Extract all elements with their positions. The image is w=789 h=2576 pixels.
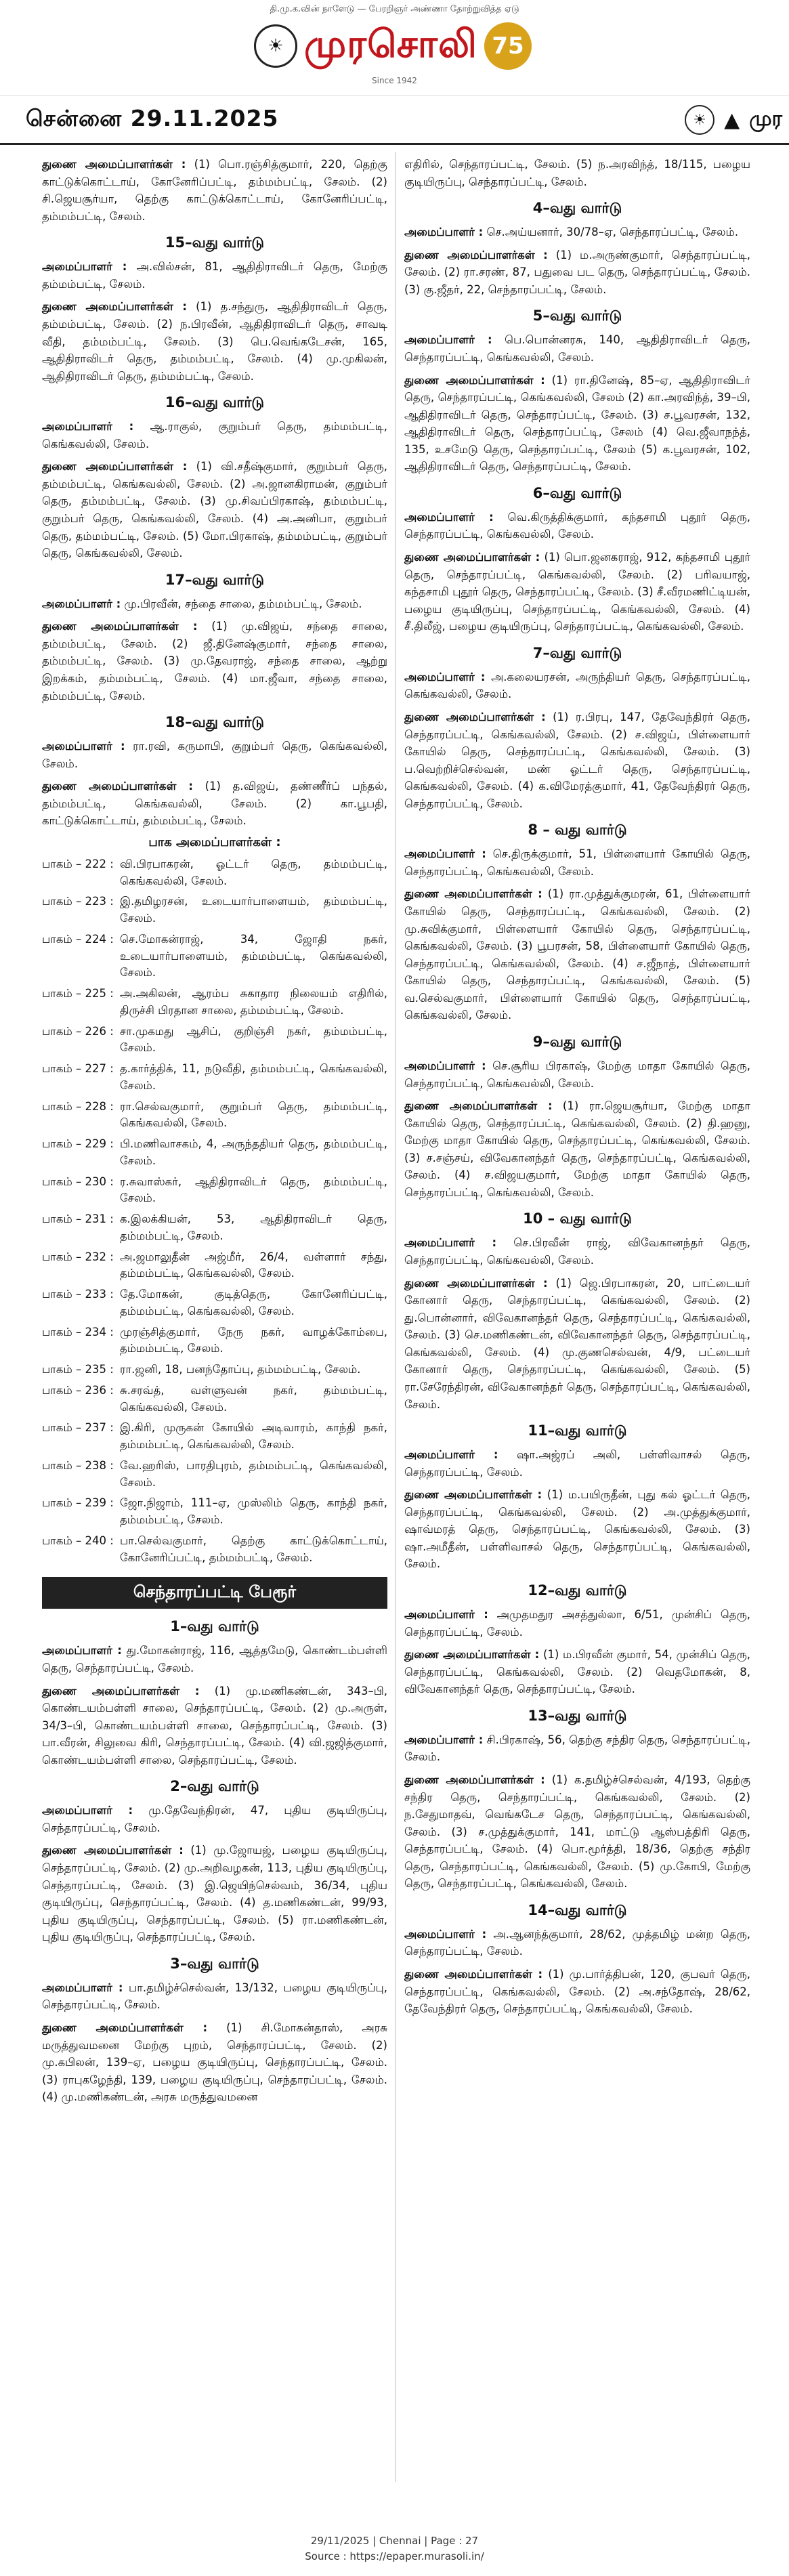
entry-label: அமைப்பாளர் : [404, 333, 492, 347]
entry-paragraph [42, 298, 387, 385]
newspaper-logo [251, 15, 535, 77]
ward-heading: 2–வது வார்டு [170, 1778, 259, 1795]
entry-text: (1) மு.பார்த்திபன், 120, குபவர் தெரு, செந்தாரப்பட்டி, கெங்கவல்லி, சேலம். (2) அ.சந்தோஷ், 28/62, தேவேந்திரர் தெரு, செந்தாரப்பட்டி, கெங்கவல்லி, சேலம். [404, 1968, 750, 2016]
part-row [42, 1533, 387, 1567]
ward-heading: 1–வது வார்டு [170, 1618, 259, 1635]
entry-text: அ.கலையரசன், அருந்தியர் தெரு, செந்தாரப்பட்டி, கெங்கவல்லி, சேலம். [404, 670, 750, 701]
part-number: பாகம் – 223 : [42, 895, 114, 908]
part-row [42, 1023, 387, 1057]
entry-label: அமைப்பாளர் : [42, 1644, 122, 1657]
cut-masthead-text: முர [749, 106, 782, 131]
entry-label: துணை அமைப்பாளர்கள் : [404, 551, 540, 564]
entry-text: மு.பிரவீன், சந்தை சாலை, தம்மம்பட்டி, சேலம். [121, 597, 362, 610]
entry-text: ஆ.ராகுல், குறும்பர் தெரு, தம்மம்பட்டி, கெங்கவல்லி, சேலம். [42, 420, 387, 450]
ward-heading: 13–வது வார்டு [528, 1707, 627, 1724]
part-number: பாகம் – 226 : [42, 1024, 114, 1038]
part-details: ரா.செல்வகுமார், குறும்பர் தெரு, தம்மம்பட்டி, கெங்கவல்லி, சேலம். [120, 1099, 387, 1130]
part-number: பாகம் – 235 : [42, 1363, 114, 1376]
entry-label: துணை அமைப்பாளர்கள் : [42, 1684, 200, 1697]
entry-paragraph [42, 1979, 387, 2014]
entry-text: (1) மு.மணிகண்டன், 343–பி, கொண்டயம்பள்ளி சாலை, செந்தாரப்பட்டி, சேலம். (2) மு.அருள், 34/3–பி, கொண்டயம்பள்ளி சாலை, செந்தாரப்பட்டி, சேலம். (3) பா.வீரன், சிலுவை கிரி, செந்தாரப்பட்டி, சேலம். (4) வி.ஜஜித்குமார், கொண்டயம்பள்ளி சாலை, செந்தாரப்பட்டி, சேலம். [42, 1684, 387, 1767]
part-row [42, 893, 387, 927]
entry-paragraph [404, 224, 750, 241]
entry-label: துணை அமைப்பாளர்கள் : [42, 1844, 184, 1857]
part-details: சா.முகமது ஆசிப், குறிஞ்சி நகர், தம்மம்பட்டி, சேலம். [120, 1024, 387, 1055]
entry-paragraph [42, 458, 387, 562]
entry-label: துணை அமைப்பாளர்கள் : [404, 1488, 542, 1502]
entry-text: (1) பொ.ரஞ்சித்குமார், 220, தெற்கு காட்டுக்கொட்டாய், கோனேரிப்பட்டி, தம்மம்பட்டி, சேலம். (2) சி.ஜெயசூர்யா, தெற்கு காட்டுக்கொட்டாய், கோனேரிப்பட்டி, தம்மம்பட்டி, சேலம். [42, 158, 387, 223]
entry-label: துணை அமைப்பாளர்கள் : [42, 460, 188, 473]
part-row [42, 1099, 387, 1133]
entry-text: ஷா.அஜ்ரப் அலி, பள்ளிவாசல் தெரு, செந்தாரப்பட்டி, சேலம். [404, 1448, 750, 1479]
entry-text: செ.திருக்குமார், 51, பிள்ளையார் கோயில் தெரு, செந்தாரப்பட்டி, கெங்கவல்லி, சேலம். [404, 847, 750, 878]
entry-label: துணை அமைப்பாளர்கள் : [404, 1773, 545, 1786]
entry-label: அமைப்பாளர் : [404, 1448, 498, 1462]
entry-text: (1) த.விஜய், தண்ணீர்ப் பந்தல், தம்மம்பட்டி, கெங்கவல்லி, சேலம். (2) கா.பூபதி, காட்டுக்கொட்டாய், தம்மம்பட்டி, சேலம். [42, 780, 387, 828]
ward-heading: 4–வது வார்டு [532, 200, 622, 217]
entry-label: அமைப்பாளர் : [42, 1981, 123, 1994]
entry-text: (1) மு.விஜய், சந்தை சாலை, தம்மம்பட்டி, சேலம். (2) ஜீ.தினேஷ்குமார், சந்தை சாலை, தம்மம்பட்டி, சேலம். (3) மு.தேவராஜ், சந்தை சாலை, ஆற்று இறக்கம், தம்மம்பட்டி, சேலம். (4) மா.ஜீவா, சந்தை சாலை, தம்மம்பட்டி, சேலம். [42, 620, 387, 702]
part-details: ஜோ.நிஜாம், 111–ஏ, முஸ்லிம் தெரு, காந்தி நகர், தம்மம்பட்டி, சேலம். [120, 1496, 387, 1527]
entry-paragraph [42, 618, 387, 704]
entry-paragraph [404, 1731, 750, 1766]
entry-paragraph [42, 258, 387, 293]
masthead-strip: தி.மு.க.வின் நாளேடு — பேரறிஞர் அண்ணா தோற்றுவித்த ஏடு [270, 4, 519, 14]
city-date: சென்னை 29.11.2025 [26, 105, 279, 131]
entry-text: (1) ரா.ஜெயசூர்யா, மேற்கு மாதா கோயில் தெரு, செந்தாரப்பட்டி, கெங்கவல்லி, சேலம். (2) தி.ஹனு, மேற்கு மாதா கோயில் தெரு, செந்தாரப்பட்டி, கெங்கவல்லி, சேலம். (3) ச.சஞ்சய், விவேகானந்தர் தெரு, செந்தாரப்பட்டி, கெங்கவல்லி, சேலம். (4) ச.விஜயகுமார், மேற்கு மாதா கோயில் தெரு, செந்தாரப்பட்டி, கெங்கவல்லி, சேலம். [404, 1099, 750, 1199]
entry-label: அமைப்பாளர் : [42, 740, 125, 753]
entry-paragraph [404, 1097, 750, 1201]
entry-text: செ.அய்யனார், 30/78–ஏ, செந்தாரப்பட்டி, சேலம். [483, 226, 739, 239]
entry-text: (1) ரா.தினேஷ், 85–ஏ, ஆதிதிராவிடர் தெரு, செந்தாரப்பட்டி, கெங்கவல்லி, சேலம் (2) கா.அரவிந்த், 39–பி, ஆதிதிராவிடர் தெரு, செந்தாரப்பட்டி, சேலம். (3) ச.பூவரசன், 132, ஆதிதிராவிடர் தெரு, செந்தாரப்பட்டி, சேலம் (4) வெ.ஜீவாநந்த், 135, உசமேடு தெரு, செந்தாரப்பட்டி, சேலம் (5) க.பூவரசன், 102, ஆதிதிராவிடர் தெரு, செந்தாரப்பட்டி, சேலம். [404, 373, 750, 473]
part-row [42, 1361, 387, 1378]
town-banner: செந்தாரப்பட்டி பேரூர் [42, 1577, 387, 1609]
entry-label: அமைப்பாளர் : [404, 226, 484, 239]
part-details: செ.மோகன்ராஜ், 34, ஜோதி நகர், உடையார்பாளையம், தம்மம்பட்டி, கெங்கவல்லி, சேலம். [120, 932, 387, 979]
dateline-icons [685, 105, 782, 135]
entry-label: துணை அமைப்பாளர்கள் : [42, 620, 198, 633]
entry-label: அமைப்பாளர் : [404, 1236, 497, 1250]
entry-text: (1) வி.சதீஷ்குமார், குறும்பர் தெரு, தம்மம்பட்டி, கெங்கவல்லி, சேலம். (2) அ.ஜானகிராமன், குறும்பர் தெரு, தம்மம்பட்டி, சேலம். (3) மு.சிவப்பிரகாஷ், தம்மம்பட்டி, குறும்பர் தெரு, கெங்கவல்லி, சேலம். (4) அ.அனிபா, குறும்பர் தெரு, தம்மம்பட்டி, சேலம். (5) மோ.பிரகாஷ், தம்மம்பட்டி, குறும்பர் தெரு, கெங்கவல்லி, சேலம். [42, 460, 387, 560]
entry-label: துணை அமைப்பாளர்கள் : [404, 1968, 543, 1981]
dateline-bar [0, 96, 789, 145]
entry-label: அமைப்பாளர் : [404, 510, 494, 524]
entry-paragraph [404, 549, 750, 635]
entry-text: எதிரில், செந்தாரப்பட்டி, சேலம். (5) ந.அரவிந்த், 18/115, பழைய குடியிருப்பு, செந்தாரப்பட்டி, சேலம். [404, 158, 750, 188]
entry-label: துணை அமைப்பாளர்கள் : [404, 710, 546, 723]
entry-paragraph [404, 1275, 750, 1414]
entry-text: (1) மு.ஜோயஜ், பழைய குடியிருப்பு, செந்தாரப்பட்டி, சேலம். (2) மு.அறிவழகன், 113, புதிய குடியிருப்பு, செந்தாரப்பட்டி, சேலம். (3) இ.ஜெயிந்செல்வம், 36/34, புதிய குடியிருப்பு, செந்தாரப்பட்டி, சேலம். (4) த.மணிகண்டன், 99/93, புதிய குடியிருப்பு, செந்தாரப்பட்டி, சேலம். (5) ரா.மணிகண்டன், புதிய குடியிருப்பு, செந்தாரப்பட்டி, சேலம். [42, 1844, 387, 1944]
entry-text: (1) ஜெ.பிரபாகரன், 20, பாட்டையர் கோனார் தெரு, செந்தாரப்பட்டி, கெங்கவல்லி, சேலம். (2) து.பொன்னார், விவேகானந்தர் தெரு, செந்தாரப்பட்டி, கெங்கவல்லி, சேலம். (3) செ.மணிகண்டன், விவேகானந்தர் தெரு, செந்தாரப்பட்டி, கெங்கவல்லி, சேலம். (4) மு.குணசெல்வன், 4/9, பட்டையர் கோனார் தெரு, செந்தாரப்பட்டி, கெங்கவல்லி, சேலம். (5) ரா.சேரேந்திரன், விவேகானந்தர் தெரு, செந்தாரப்பட்டி, கெங்கவல்லி, சேலம். [404, 1276, 750, 1411]
entry-text: து.மோகன்ராஜ், 116, ஆத்தமேடு, கொண்டம்பள்ளி தெரு, செந்தாரப்பட்டி, சேலம். [42, 1644, 387, 1674]
entry-label: துணை அமைப்பாளர்கள் : [42, 780, 194, 793]
masthead-subtitle: Since 1942 [372, 76, 417, 85]
entry-paragraph [42, 1642, 387, 1676]
part-details: ர.சுவாஸ்கர், ஆதிதிராவிடர் தெரு, தம்மம்பட்டி, சேலம். [120, 1175, 387, 1205]
part-number: பாகம் – 224 : [42, 932, 114, 946]
ward-heading: 6–வது வார்டு [532, 484, 622, 501]
ward-heading: 11–வது வார்டு [528, 1422, 627, 1439]
part-row [42, 1286, 387, 1320]
sun-circle-icon: ☀ [685, 105, 715, 135]
entry-text: (1) க.தமிழ்ச்செல்வன், 4/193, தெற்கு சந்திர தெரு, செந்தாரப்பட்டி, கெங்கவல்லி, சேலம். (2) ந.சேதுமாதவ், வெங்கடேச தெரு, செந்தாரப்பட்டி, கெங்கவல்லி, சேலம். (3) ச.முத்துக்குமார், 141, மாட்டு ஆஸ்பத்திரி தெரு, செந்தாரப்பட்டி, சேலம். (4) பொ.மூர்த்தி, 18/36, தெற்கு சந்திர தெரு, செந்தாரப்பட்டி, கெங்கவல்லி, சேலம். (5) மு.கோபி, மேற்கு தெரு, செந்தாரப்பட்டி, கெங்கவல்லி, சேலம். [404, 1773, 750, 1891]
section-subheading: பாக அமைப்பாளர்கள் : [148, 835, 281, 849]
part-row [42, 1136, 387, 1170]
part-details: க.இலக்கியன், 53, ஆதிதிராவிடர் தெரு, தம்மம்பட்டி, சேலம். [120, 1212, 387, 1242]
part-number: பாகம் – 230 : [42, 1175, 114, 1188]
entry-paragraph [42, 778, 387, 830]
entry-paragraph [404, 156, 750, 190]
entry-text: (1) ம.அருண்குமார், செந்தாரப்பட்டி, சேலம். (2) ரா.சரண், 87, பதுவை பட தெரு, செந்தாரப்பட்டி, சேலம். (3) கு.ஜீதர், 22, செந்தாரப்பட்டி, சேலம். [404, 248, 750, 296]
ward-heading: 8 – வது வார்டு [528, 822, 627, 839]
part-number: பாகம் – 236 : [42, 1383, 114, 1397]
sun-emblem-icon: ☀ [254, 24, 297, 68]
part-details: முரஞ்சித்குமார், நேரு நகர், வாழக்கோம்பை, தம்மம்பட்டி, சேலம். [120, 1325, 387, 1355]
entry-paragraph [404, 1606, 750, 1641]
entry-paragraph [404, 885, 750, 1024]
part-row [42, 1061, 387, 1095]
part-number: பாகம் – 222 : [42, 857, 114, 870]
entry-label: அமைப்பாளர் : [404, 1733, 484, 1746]
entry-text: (1) சி.மோகன்தாஸ், அரசு மருத்துவமனை மேற்கு புறம், செந்தாரப்பட்டி, சேலம். (2) மு.கபிலன், 139–ஏ, பழைய குடியிருப்பு, செந்தாரப்பட்டி, சேலம். (3) ராபுகழேந்தி, 139, பழைய குடியிருப்பு, செந்தாரப்பட்டி, சேலம். (4) மு.மணிகண்டன், அரசு மருத்துவமனை [42, 2021, 387, 2104]
part-details: பா.செல்வகுமார், தெற்கு காட்டுக்கொட்டாய், கோனேரிப்பட்டி, தம்மம்பட்டி, சேலம். [120, 1534, 387, 1564]
part-details: வி.பிரபாகரன், ஓட்டர் தெரு, தம்மம்பட்டி, கெங்கவல்லி, சேலம். [120, 857, 387, 887]
part-details: சு.சரவ்த், வள்ளுவன் நகர், தம்மம்பட்டி, கெங்கவல்லி, சேலம். [120, 1383, 387, 1414]
part-number: பாகம் – 237 : [42, 1421, 114, 1435]
part-details: அ.அகிலன், ஆரம்ப சுகாதார நிலையம் எதிரில், திருச்சி பிரதான சாலை, தம்மம்பட்டி, சேலம். [120, 987, 387, 1017]
entry-label: அமைப்பாளர் : [404, 670, 486, 683]
part-number: பாகம் – 225 : [42, 987, 114, 1000]
entry-text: சி.பிரகாஷ், 56, தெற்கு சந்திர தெரு, செந்தாரப்பட்டி, சேலம். [404, 1733, 750, 1764]
part-row [42, 1495, 387, 1529]
entry-label: அமைப்பாளர் : [42, 260, 127, 274]
entry-paragraph [404, 669, 750, 703]
entry-label: துணை அமைப்பாளர்கள் : [42, 2021, 208, 2034]
entry-paragraph [404, 1771, 750, 1893]
entry-paragraph [404, 509, 750, 543]
entry-paragraph [42, 738, 387, 772]
part-row [42, 986, 387, 1019]
entry-text: ரா.ரவி, கருமாபி, குறும்பர் தெரு, கெங்கவல்லி, சேலம். [42, 740, 387, 770]
entry-label: அமைப்பாளர் : [42, 597, 121, 610]
entry-paragraph [42, 418, 387, 452]
part-details: வே.ஹரிஸ், பாரதிபுரம், தம்மம்பட்டி, கெங்கவல்லி, சேலம். [120, 1458, 387, 1489]
entry-label: அமைப்பாளர் : [404, 847, 486, 861]
ward-heading: 3–வது வார்டு [170, 1955, 259, 1972]
entry-label: அமைப்பாளர் : [42, 1804, 133, 1817]
entry-paragraph [404, 1646, 750, 1698]
part-details: அ.ஜமாலுதீன் அஜ்மீர், 26/4, வள்ளார் சந்து, தம்மம்பட்டி, கெங்கவல்லி, சேலம். [120, 1250, 387, 1280]
entry-text: (1) பொ.ஜனகராஜ், 912, கந்தசாமி புதூர் தெரு, செந்தாரப்பட்டி, கெங்கவல்லி, சேலம். (2) பரிவயாஜ், கந்தசாமி புதூர் தெரு, செந்தாரப்பட்டி, சேலம். (3) சீ.வீரமணிட்டியன், பழைய குடியிருப்பு, செந்தாரப்பட்டி, கெங்கவல்லி, சேலம். (4) சீ.திலீஜ், பழைய குடியிருப்பு, செந்தாரப்பட்டி, கெங்கவல்லி, சேலம். [404, 551, 750, 633]
ward-heading: 15–வது வார்டு [165, 234, 265, 251]
party-symbol-icon: ▲ [724, 108, 740, 132]
part-row [42, 1382, 387, 1416]
part-details: ரா.ஜனி, 18, பனந்தோப்பு, தம்மம்பட்டி, சேலம். [120, 1363, 361, 1376]
footer-page-info: 29/11/2025 | Chennai | Page : 27 [310, 2535, 479, 2547]
footer-source: Source : https://epaper.murasoli.in/ [305, 2550, 484, 2562]
entry-paragraph [404, 845, 750, 880]
ward-heading: 16–வது வார்டு [165, 394, 265, 411]
part-row [42, 1211, 387, 1245]
entry-text: பா.தமிழ்ச்செல்வன், 13/132, பழைய குடியிருப்பு, செந்தாரப்பட்டி, சேலம். [42, 1981, 387, 2012]
part-number: பாகம் – 234 : [42, 1325, 114, 1338]
entry-paragraph [404, 1486, 750, 1573]
part-details: தே.மோகன், குடித்தெரு, கோனேரிப்பட்டி, தம்மம்பட்டி, கெங்கவல்லி, சேலம். [120, 1288, 387, 1317]
entry-label: துணை அமைப்பாளர்கள் : [404, 248, 548, 261]
part-number: பாகம் – 240 : [42, 1534, 114, 1547]
ward-heading: 17–வது வார்டு [165, 571, 265, 588]
entry-text: செ.பிரவீன் ராஜ், விவேகானந்தர் தெரு, செந்தாரப்பட்டி, கெங்கவல்லி, சேலம். [404, 1236, 750, 1267]
part-number: பாகம் – 239 : [42, 1496, 114, 1510]
entry-paragraph [404, 1446, 750, 1481]
entry-label: அமைப்பாளர் : [404, 1608, 488, 1621]
part-row [42, 1420, 387, 1454]
part-row [42, 1249, 387, 1283]
entry-paragraph [404, 247, 750, 299]
ward-heading: 7–வது வார்டு [532, 644, 622, 661]
entry-paragraph [42, 1842, 387, 1945]
left-column [34, 152, 396, 2482]
entry-paragraph [404, 331, 750, 366]
part-row [42, 1324, 387, 1358]
entry-text: அ.ஆனந்த்குமார், 28/62, முத்தமிழ் மன்ற தெரு, செந்தாரப்பட்டி, சேலம். [404, 1927, 750, 1958]
part-row [42, 856, 387, 890]
part-number: பாகம் – 227 : [42, 1062, 114, 1076]
entry-paragraph [404, 1057, 750, 1092]
entry-text: (1) த.சந்துரு, ஆதிதிராவிடர் தெரு, தம்மம்பட்டி, சேலம். (2) ந.பிரவீன், ஆதிதிராவிடர் தெரு, சாவடி வீதி, தம்மம்பட்டி, சேலம். (3) பெ.வெங்கடேசன், 165, ஆதிதிராவிடர் தெரு, தம்மம்பட்டி, சேலம். (4) மு.முகிலன், ஆதிதிராவிடர் தெரு, தம்மம்பட்டி, சேலம். [42, 300, 387, 383]
entry-paragraph [404, 709, 750, 812]
entry-paragraph [42, 1802, 387, 1836]
ward-heading: 5–வது வார்டு [532, 308, 622, 324]
entry-text: (1) ர.பிரபு, 147, தேவேந்திரர் தெரு, செந்தாரப்பட்டி, கெங்கவல்லி, சேலம். (2) ச.விஜய், பிள்ளையார் கோயில் தெரு, செந்தாரப்பட்டி, கெங்கவல்லி, சேலம். (3) ப.வெற்றிச்செல்வன், மண் ஓட்டர் தெரு, செந்தாரப்பட்டி, கெங்கவல்லி, சேலம். (4) க.விமேரத்குமார், 41, தேவேந்திரர் தெரு, செந்தாரப்பட்டி, சேலம். [404, 710, 750, 810]
part-details: பி.மணிவாசகம், 4, அருந்ததியர் தெரு, தம்மம்பட்டி, சேலம். [120, 1137, 387, 1167]
entry-label: துணை அமைப்பாளர்கள் : [42, 158, 186, 171]
entry-paragraph [404, 1926, 750, 1960]
entry-text: (1) ம.பிரவீன் குமார், 54, முன்சிப் தெரு, செந்தாரப்பட்டி, கெங்கவல்லி, சேலம். (2) வெதமோகன், 8, விவேகானந்தர் தெரு, செந்தாரப்பட்டி, சேலம். [404, 1648, 750, 1696]
ward-heading: 12–வது வார்டு [528, 1582, 627, 1599]
entry-paragraph [404, 1966, 750, 2018]
entry-paragraph [404, 372, 750, 476]
part-number: பாகம் – 228 : [42, 1099, 114, 1113]
part-row [42, 1174, 387, 1208]
entry-paragraph [42, 2019, 387, 2106]
entry-paragraph [404, 1234, 750, 1269]
entry-text: அமுதமதுர அசத்துல்லா, 6/51, முன்சிப் தெரு, செந்தாரப்பட்டி, சேலம். [404, 1608, 750, 1639]
part-number: பாகம் – 232 : [42, 1250, 114, 1263]
entry-label: துணை அமைப்பாளர்கள் : [42, 300, 188, 314]
newspaper-title: முரசொலி [304, 21, 477, 66]
entry-label: துணை அமைப்பாளர்கள் : [404, 373, 545, 387]
anniversary-badge: 75 [484, 22, 532, 70]
part-row [42, 931, 387, 981]
part-number: பாகம் – 233 : [42, 1288, 114, 1301]
part-details: இ.கிரி, முருகன் கோயில் அடிவாரம், காந்தி நகர், தம்மம்பட்டி, கெங்கவல்லி, சேலம். [120, 1421, 387, 1452]
entry-paragraph [42, 1683, 387, 1769]
entry-text: அ.வில்சன், 81, ஆதிதிராவிடர் தெரு, மேற்கு தம்மம்பட்டி, சேலம். [42, 260, 388, 291]
part-number: பாகம் – 229 : [42, 1137, 114, 1151]
entry-text: (1) ரா.முத்துக்குமரன், 61, பிள்ளையார் கோயில் தெரு, செந்தாரப்பட்டி, கெங்கவல்லி, சேலம். (2) மு.சுவிக்குமார், பிள்ளையார் கோயில் தெரு, செந்தாரப்பட்டி, கெங்கவல்லி, சேலம். (3) பூபரசன், 58, பிள்ளையார் கோயில் தெரு, செந்தாரப்பட்டி, கெங்கவல்லி, சேலம். (4) ச.ஜீநாத், பிள்ளையார் கோயில் தெரு, செந்தாரப்பட்டி, கெங்கவல்லி, சேலம். (5) வ.செல்வகுமார், பிள்ளையார் கோயில் தெரு, செந்தாரப்பட்டி, கெங்கவல்லி, சேலம். [404, 887, 750, 1022]
article-columns [34, 152, 759, 2482]
entry-label: துணை அமைப்பாளர்கள் : [404, 1648, 540, 1662]
entry-paragraph [42, 595, 387, 613]
ward-heading: 18–வது வார்டு [165, 714, 265, 731]
entry-paragraph [42, 156, 387, 225]
part-number: பாகம் – 231 : [42, 1212, 114, 1226]
entry-text: பெ.பொன்னரசு, 140, ஆதிதிராவிடர் தெரு, செந்தாரப்பட்டி, கெங்கவல்லி, சேலம். [404, 333, 750, 364]
masthead [0, 0, 789, 96]
entry-text: (1) ம.பயிருதீன், புது கல் ஓட்டர் தெரு, செந்தாரப்பட்டி, கெங்கவல்லி, சேலம். (2) அ.முத்துக்குமார், ஷாவ்மரத் தெரு, செந்தாரப்பட்டி, கெங்கவல்லி, சேலம். (3) ஷா.அமீதீன், பள்ளிவாசல் தெரு, செந்தாரப்பட்டி, கெங்கவல்லி, சேலம். [404, 1488, 750, 1571]
entry-label: துணை அமைப்பாளர்கள் : [404, 1099, 553, 1113]
ward-heading: 9–வது வார்டு [532, 1033, 622, 1050]
entry-text: செ.சூரிய பிரகாஷ், மேற்கு மாதா கோயில் தெரு, செந்தாரப்பட்டி, கெங்கவல்லி, சேலம். [404, 1059, 750, 1090]
ward-heading: 14–வது வார்டு [528, 1901, 627, 1918]
entry-label: அமைப்பாளர் : [404, 1927, 487, 1941]
entry-label: துணை அமைப்பாளர்கள் : [404, 1276, 548, 1290]
right-column [396, 152, 759, 2482]
part-details: த.கார்த்திக், 11, நடுவீதி, தம்மம்பட்டி, கெங்கவல்லி, சேலம். [120, 1062, 387, 1092]
entry-label: அமைப்பாளர் : [42, 420, 134, 434]
entry-label: துணை அமைப்பாளர்கள் : [404, 887, 542, 901]
part-details: இ.தமிழரசன், உடையார்பாளையம், தம்மம்பட்டி, சேலம். [120, 895, 387, 925]
part-row [42, 1458, 387, 1492]
entry-label: அமைப்பாளர் : [404, 1059, 486, 1072]
ward-heading: 10 – வது வார்டு [523, 1210, 632, 1227]
part-number: பாகம் – 238 : [42, 1458, 114, 1472]
entry-text: மு.தேவேந்திரன், 47, புதிய குடியிருப்பு, செந்தாரப்பட்டி, சேலம். [42, 1804, 387, 1834]
entry-text: வெ.கிருத்திக்குமார், கந்தசாமி புதூர் தெரு, செந்தாரப்பட்டி, கெங்கவல்லி, சேலம். [404, 510, 750, 541]
page-footer [0, 2533, 789, 2564]
